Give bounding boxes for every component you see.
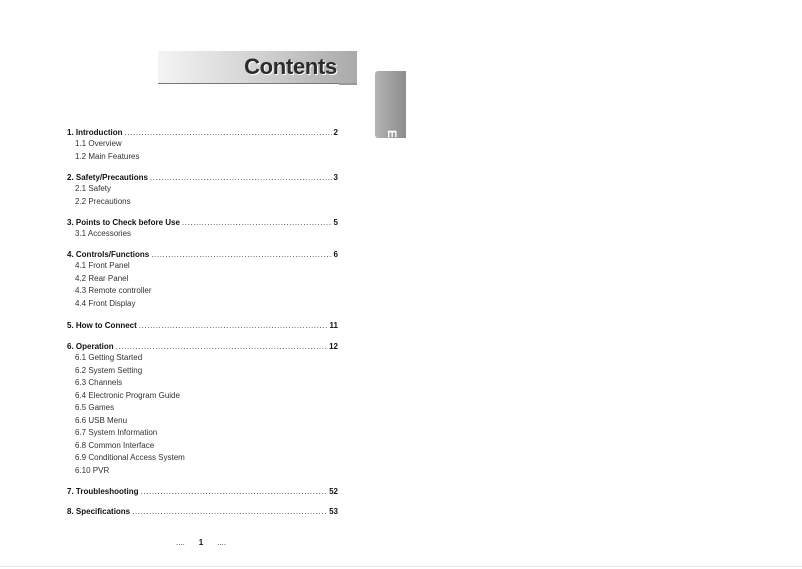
leader-dots xyxy=(141,487,328,497)
toc-entry-label: 6. Operation xyxy=(67,342,114,351)
leader-dots xyxy=(116,342,327,352)
toc-entry-page: 53 xyxy=(329,507,338,516)
leader-dots xyxy=(139,321,328,331)
toc-entry-page: 52 xyxy=(329,487,338,496)
leader-dots xyxy=(150,173,332,183)
toc-section xyxy=(67,128,338,163)
toc-subentry[interactable]: 6.6 USB Menu xyxy=(75,415,128,425)
language-tab-label: English xyxy=(385,130,399,177)
toc-entry-label: 3. Points to Check before Use xyxy=(67,218,180,227)
toc-entry[interactable] xyxy=(67,173,338,183)
toc-subentry[interactable]: 2.2 Precautions xyxy=(75,196,131,206)
toc-section xyxy=(67,173,338,208)
toc-entry-label: 2. Safety/Precautions xyxy=(67,173,148,182)
toc-entry[interactable] xyxy=(67,342,338,352)
toc-subentry[interactable]: 6.8 Common Interface xyxy=(75,440,155,450)
toc-section xyxy=(67,321,338,331)
toc-entry[interactable] xyxy=(67,321,338,331)
page-number: 1 xyxy=(198,538,204,547)
toc-subentry[interactable]: 4.2 Rear Panel xyxy=(75,273,129,283)
page-bottom-divider xyxy=(0,566,802,567)
toc-subentry[interactable]: 6.4 Electronic Program Guide xyxy=(75,390,180,400)
toc-entry-label: 4. Controls/Functions xyxy=(67,250,150,259)
toc-entry-page: 11 xyxy=(329,321,338,330)
page-title: Contents xyxy=(244,54,337,79)
toc-entry-label: 1. Introduction xyxy=(67,128,123,137)
toc-subentry[interactable]: 4.3 Remote controller xyxy=(75,286,152,295)
toc-entry[interactable] xyxy=(67,507,338,517)
toc-entry-page: 6 xyxy=(333,250,338,259)
toc-entry-page: 2 xyxy=(333,128,338,137)
toc-subentry[interactable]: 6.7 System Information xyxy=(75,428,158,437)
toc-subentry[interactable]: 1.2 Main Features xyxy=(75,151,140,161)
toc-subentry[interactable]: 6.5 Games xyxy=(75,403,115,412)
toc-subentry[interactable]: 6.3 Channels xyxy=(75,378,123,387)
toc-section xyxy=(67,250,338,310)
leader-dots xyxy=(132,507,327,517)
toc-section xyxy=(67,218,338,241)
toc-entry-page: 12 xyxy=(329,342,338,351)
title-banner xyxy=(158,51,357,84)
leader-dots xyxy=(151,250,331,260)
toc-subentry[interactable]: 6.1 Getting Started xyxy=(75,353,143,362)
toc-subentry[interactable]: 6.9 Conditional Access System xyxy=(75,453,185,462)
footer-dots-right: .... xyxy=(217,538,226,547)
leader-dots xyxy=(182,218,332,228)
title-underline-accent xyxy=(339,83,357,85)
toc-subentry[interactable]: 1.1 Overview xyxy=(75,139,122,148)
toc-entry-label: 5. How to Connect xyxy=(67,321,137,330)
toc-subentry[interactable]: 3.1 Accessories xyxy=(75,229,132,238)
toc-section xyxy=(67,487,338,497)
toc-entry[interactable] xyxy=(67,487,338,497)
leader-dots xyxy=(125,128,332,138)
footer-dots-left: .... xyxy=(176,538,185,547)
toc-subentry[interactable]: 4.1 Front Panel xyxy=(75,261,130,270)
toc-entry-label: 8. Specifications xyxy=(67,507,131,516)
toc-entry-label: 7. Troubleshooting xyxy=(67,487,139,496)
toc-subentry[interactable]: 2.1 Safety xyxy=(75,184,112,193)
page-footer xyxy=(176,538,226,547)
language-tab xyxy=(375,71,406,177)
toc-subentry[interactable]: 4.4 Front Display xyxy=(75,298,136,308)
toc-entry[interactable] xyxy=(67,218,338,228)
toc-subentry[interactable]: 6.10 PVR xyxy=(75,465,110,475)
toc-subentry[interactable]: 6.2 System Setting xyxy=(75,365,143,375)
toc-entry[interactable] xyxy=(67,250,338,260)
toc-section xyxy=(67,507,338,517)
toc-entry[interactable] xyxy=(67,128,338,138)
toc-entry-page: 3 xyxy=(333,173,338,182)
toc-entry-page: 5 xyxy=(333,218,338,227)
toc-section xyxy=(67,342,338,477)
